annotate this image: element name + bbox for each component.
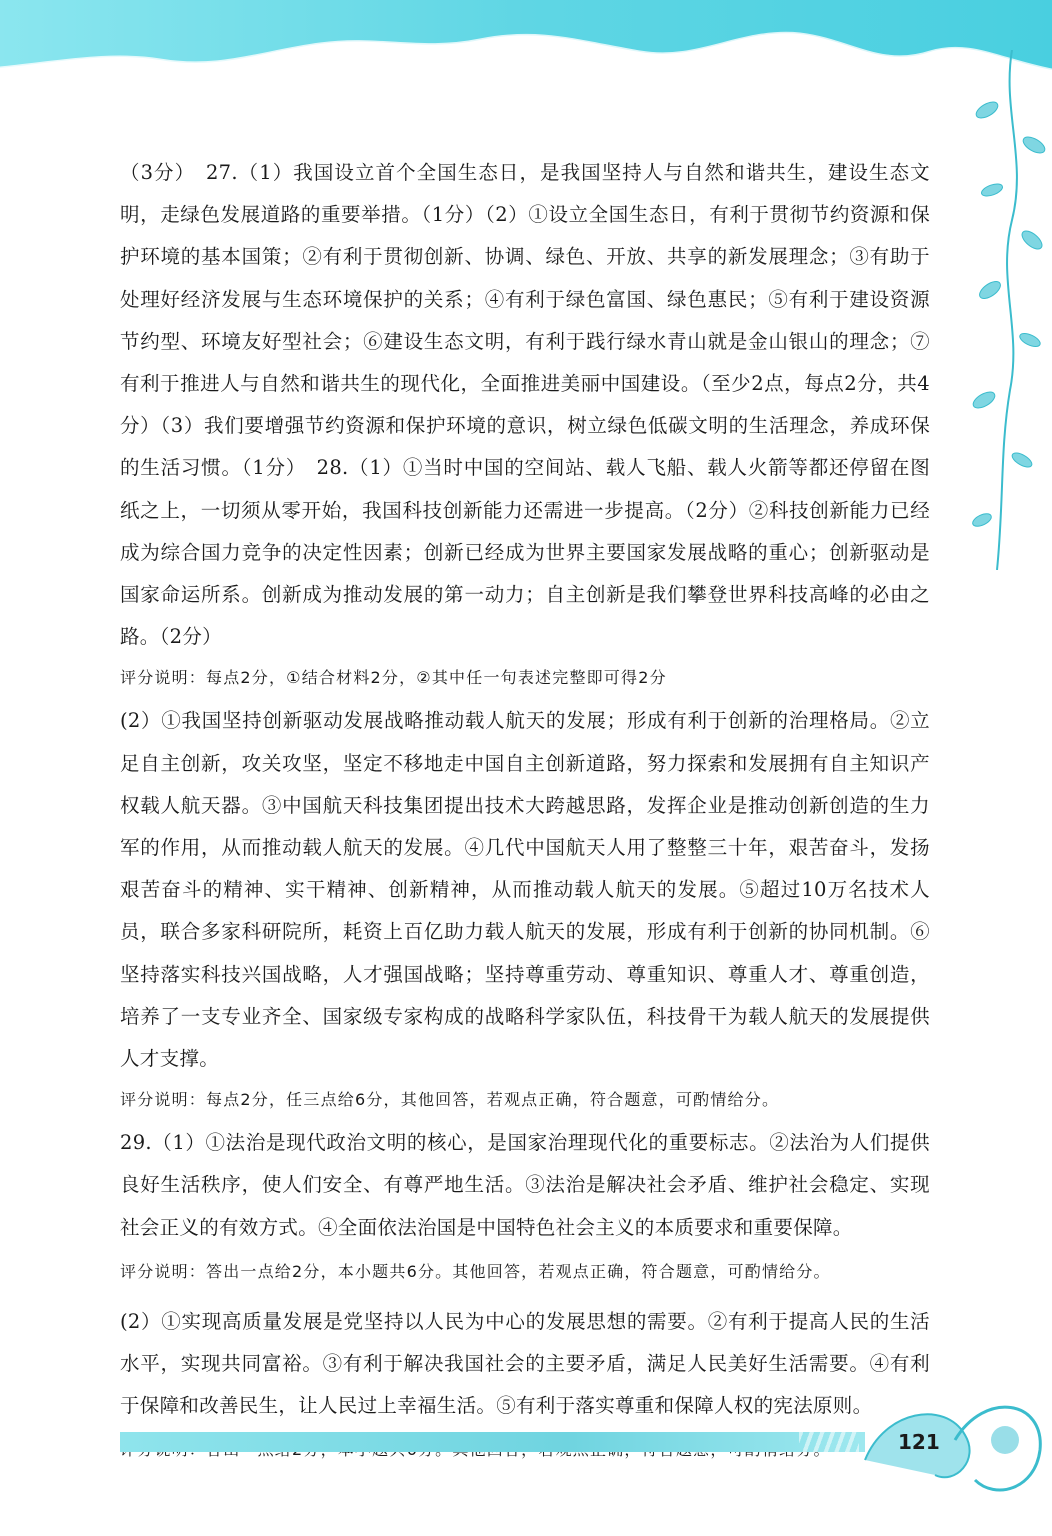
answer-paragraph-27-28: （3分） 27.（1）我国设立首个全国生态日，是我国坚持人与自然和谐共生，建设生态文明，走绿色发展道路的重要举措。（1分）（2）①设立全国生态日，有利于贯彻节约资源和保护环境的基本国策；②有利于贯彻创新、协调、绿色、开放、共享的新发展理念；③有助于处理好经济发展与生态环境保护的关系；④有利于绿色富国、绿色惠民；⑤有利于建设资源节约型、环境友好型社会；⑥建设生态文明，有利于践行绿水青山就是金山银山的理念；⑦有利于推进人与自然和谐共生的现代化，全面推进美丽中国建设。（至少2点，每点2分，共4分）（3）我们要增强节约资源和保护环境的意识，树立绿色低碳文明的生活理念，养成环保的生活习惯。（1分） 28.（1）①当时中国的空间站、载人飞船、载人火箭等都还停留在图纸之上，一切须从零开始，我国科技创新能力还需进一步提高。（2分）②科技创新能力已经成为综合国力竞争的决定性因素；创新已经成为世界主要国家发展战略的重心；创新驱动是国家命运所系。创新成为推动发展的第一动力；自主创新是我们攀登世界科技高峰的必由之路。（2分） <box>120 161 930 649</box>
scoring-note-28-2: 评分说明：每点2分，任三点给6分，其他回答，若观点正确，符合题意，可酌情给分。 <box>120 1090 780 1110</box>
vine-decoration <box>942 50 1052 570</box>
answer-paragraph-28-2: (2）①我国坚持创新驱动发展战略推动载人航天的发展；形成有利于创新的治理格局。②立足自主创新，攻关攻坚，坚定不移地走中国自主创新道路，努力探索和发展拥有自主知识产权载人航天器。③中国航天科技集团提出技术大跨越思路，发挥企业是推动创新创造的生力军的作用，从而推动载人航天的发展。④几代中国航天人用了整整三十年，艰苦奋斗，发扬艰苦奋斗的精神、实干精神、创新精神，从而推动载人航天的发展。⑤超过10万名技术人员，联合多家科研院所，耗资上百亿助力载人航天的发展，形成有利于创新的协同机制。⑥坚持落实科技兴国战略，人才强国战略；坚持尊重劳动、尊重知识、尊重人才、尊重创造，培养了一支专业齐全、国家级专家构成的战略科学家队伍，科技骨干为载人航天的发展提供人才支撑。 <box>120 709 930 1071</box>
bottom-decorative-bar <box>120 1432 865 1452</box>
scoring-note-29-1: 评分说明：答出一点给2分，本小题共6分。其他回答，若观点正确，符合题意，可酌情给分。 <box>120 1261 831 1281</box>
scoring-note-28-1: 评分说明：每点2分，①结合材料2分，②其中任一句表述完整即可得2分 <box>120 668 667 688</box>
page-number: 121 <box>898 1430 940 1454</box>
corner-swirl-decoration <box>855 1380 1052 1536</box>
top-wave-banner <box>0 0 1052 140</box>
answer-paragraph-29-2: (2）①实现高质量发展是党坚持以人民为中心的发展思想的需要。②有利于提高人民的生活水平，实现共同富裕。③有利于解决我国社会的主要矛盾，满足人民美好生活需要。④有利于保障和改善民生，让人民过上幸福生活。⑤有利于落实尊重和保障人权的宪法原则。 <box>120 1309 930 1418</box>
answer-content <box>120 152 930 1479</box>
answer-paragraph-29-1: 29.（1）①法治是现代政治文明的核心，是国家治理现代化的重要标志。②法治为人们提供良好生活秩序，使人们安全、有尊严地生活。③法治是解决社会矛盾、维护社会稳定、实现社会正义的有效方式。④全面依法治国是中国特色社会主义的本质要求和重要保障。 <box>120 1131 930 1239</box>
